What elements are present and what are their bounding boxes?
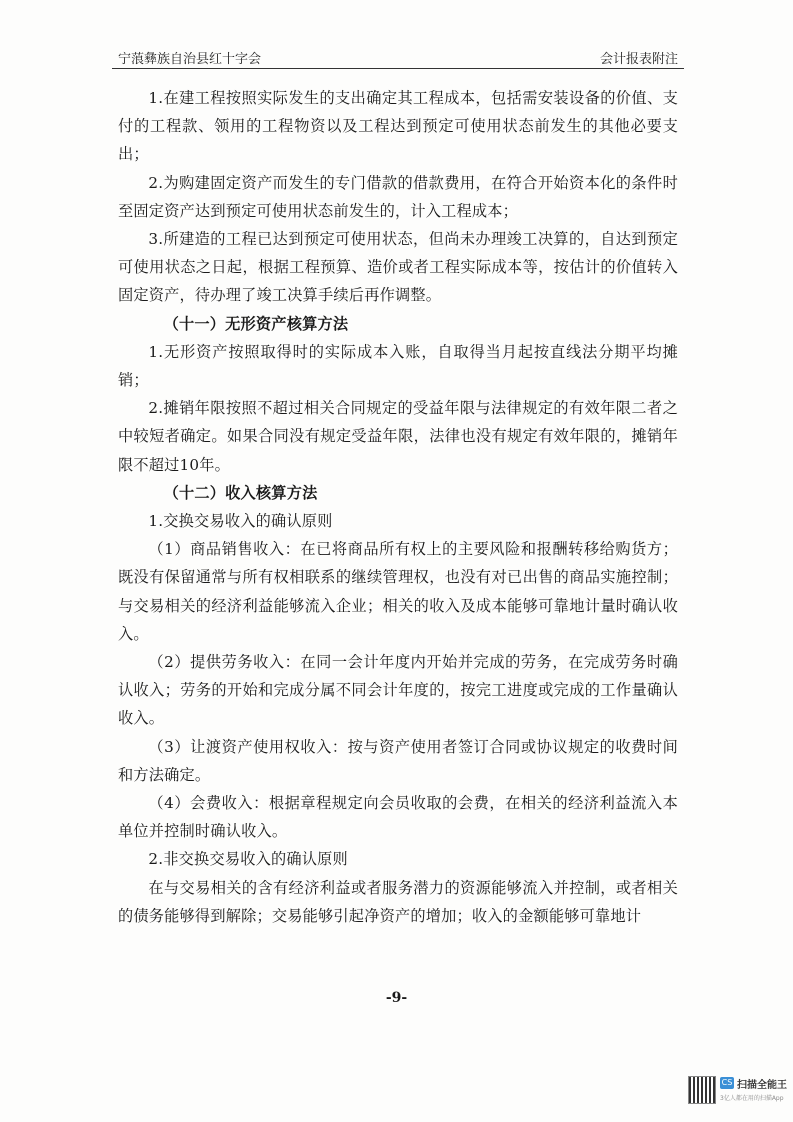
paragraph: （3）让渡资产使用权收入：按与资产使用者签订合同或协议规定的收费时间和方法确定。 xyxy=(118,737,678,784)
paragraph: 2.为购建固定资产而发生的专门借款的借款费用，在符合开始资本化的条件时至固定资产达到预定可使用状态前发生的，计入工程成本； xyxy=(118,173,678,220)
watermark-app-name: 扫描全能王 xyxy=(737,1080,787,1091)
paragraph: （4）会费收入：根据章程规定向会员收取的会费，在相关的经济利益流入本单位并控制时确认收入。 xyxy=(118,794,678,841)
section-heading: （十一）无形资产核算方法 xyxy=(163,314,349,333)
paragraph: 2.非交换交易收入的确认原则 xyxy=(148,850,348,869)
paragraph: 1.无形资产按照取得时的实际成本入账，自取得当月起按直线法分期平均摊销； xyxy=(118,342,678,390)
paragraph: 2.摊销年限按照不超过相关合同规定的受益年限与法律规定的有效年限二者之中较短者确定。如果合同没有规定受益年限，法律也没有规定有效年限的，摊销年限不超过10年。 xyxy=(118,399,678,474)
paragraph: （2）提供劳务收入：在同一会计年度内开始并完成的劳务，在完成劳务时确认收入；劳务的开始和完成分属不同会计年度的，按完工进度或完成的工作量确认收入。 xyxy=(118,653,678,728)
scanner-watermark xyxy=(688,1074,788,1108)
header-section-title: 会计报表附注 xyxy=(599,52,678,67)
camscanner-logo: CS xyxy=(721,1078,733,1087)
paragraph: 1.交换交易收入的确认原则 xyxy=(148,512,333,531)
qr-code-icon xyxy=(688,1076,716,1104)
document-body xyxy=(118,84,678,930)
paragraph: 3.所建造的工程已达到预定可使用状态，但尚未办理竣工决算的，自达到预定可使用状态之日起，根据工程预算、造价或者工程实际成本等，按估计的价值转入固定资产，待办理了竣工决算手续后再作调整。 xyxy=(118,230,678,305)
header-divider xyxy=(112,68,684,69)
section-heading: （十二）收入核算方法 xyxy=(163,483,318,502)
page-header xyxy=(118,48,678,68)
watermark-tagline: 3亿人都在用的扫描App xyxy=(720,1095,784,1102)
header-organization: 宁蒗彝族自治县红十字会 xyxy=(118,52,262,67)
paragraph: 在与交易相关的含有经济利益或者服务潜力的资源能够流入并控制，或者相关的债务能够得到解除；交易能够引起净资产的增加；收入的金额能够可靠地计 xyxy=(118,878,678,925)
page-number: -9- xyxy=(385,990,408,1006)
paragraph: 1.在建工程按照实际发生的支出确定其工程成本，包括需安装设备的价值、支付的工程款、领用的工程物资以及工程达到预定可使用状态前发生的其他必要支出； xyxy=(118,89,678,164)
paragraph: （1）商品销售收入：在已将商品所有权上的主要风险和报酬转移给购货方；既没有保留通常与所有权相联系的继续管理权，也没有对已出售的商品实施控制；与交易相关的经济利益能够流入企业；相关的收入及成本能够可靠地计量时确认收入。 xyxy=(118,540,678,643)
